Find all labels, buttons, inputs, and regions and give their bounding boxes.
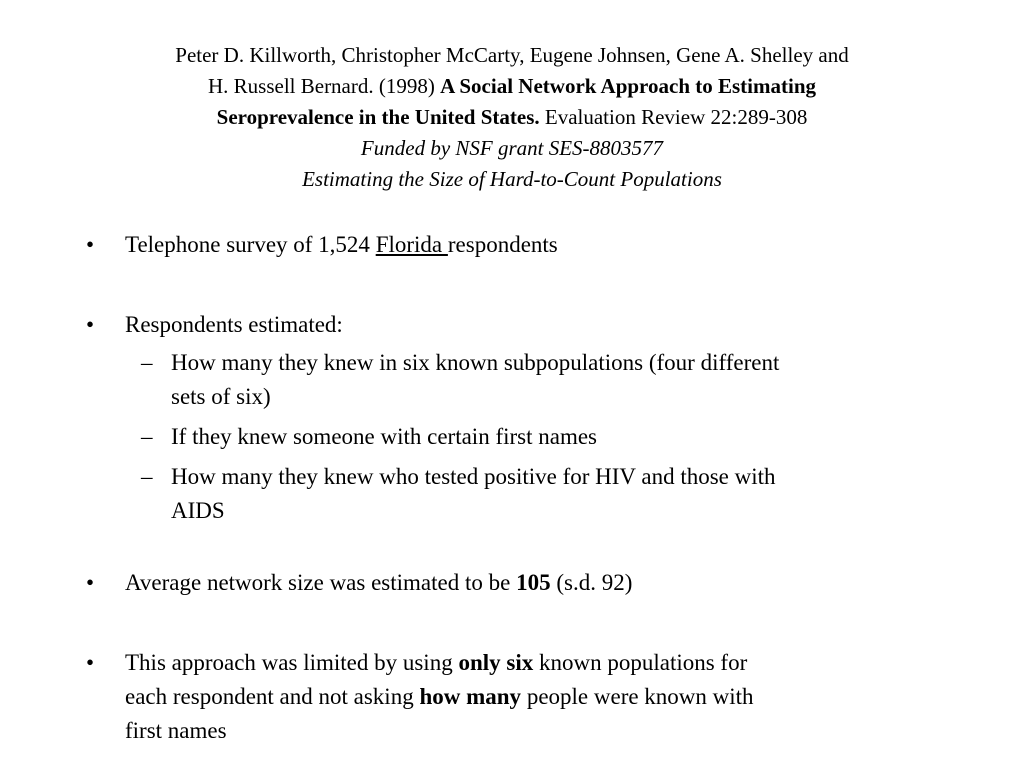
bullet-marker: • [86,570,95,595]
bullet-limitation-l2-end: people were known with [521,684,754,709]
emphasis-only-six: only six [458,650,534,675]
citation-line-2 [60,71,964,102]
citation-authors: Peter D. Killworth, Christopher McCarty, Eugene Johnsen, Gene A. Shelley and [175,43,849,67]
bullet-limitation-l3: first names [125,718,227,743]
florida-link[interactable]: Florida [375,232,448,257]
bullet-list [0,228,1024,748]
bullet-survey [0,228,1024,262]
bullet-estimated [0,308,1024,342]
bullet-marker: • [86,232,95,257]
sub-bullet-hiv-l2: AIDS [171,498,225,523]
sub-bullet-hiv [0,460,1024,528]
sub-bullet-dash: – [141,424,153,449]
sub-bullet-dash: – [141,350,153,375]
citation-authors-cont: H. Russell Bernard. (1998) [207,74,441,98]
sub-bullet-dash: – [141,464,153,489]
sub-bullet-subpopulations [0,346,1024,414]
sub-bullet-subpopulations-l2: sets of six) [171,384,271,409]
sub-bullet-hiv-l1: How many they knew who tested positive for HIV and those with [171,464,776,489]
bullet-estimated-text: Respondents estimated: [125,312,343,337]
bullet-survey-text: Telephone survey of 1,524 [125,232,376,257]
bullet-limitation-l1-end: known populations for [533,650,748,675]
emphasis-how-many: how many [419,684,522,709]
bullet-marker: • [86,650,95,675]
sub-bullet-first-names [0,420,1024,454]
citation-journal: Evaluation Review 22:289-308 [539,105,808,129]
citation-line-3 [60,102,964,133]
bullet-network-size-text: Average network size was estimated to be [125,570,517,595]
network-size-sd: (s.d. 92) [550,570,633,595]
bullet-limitation-l1: This approach was limited by using [125,650,459,675]
bullet-marker: • [86,312,95,337]
bullet-limitation-l2: each respondent and not asking [125,684,420,709]
citation-title-part2: Seroprevalence in the United States. [216,105,540,129]
citation-block [60,40,964,195]
bullet-network-size [0,566,1024,600]
network-size-value: 105 [516,570,551,595]
sub-bullet-first-names-text: If they knew someone with certain first names [171,424,598,449]
bullet-survey-text-end: respondents [447,232,558,257]
citation-series: Estimating the Size of Hard-to-Count Populations [302,167,722,191]
citation-title-part1: A Social Network Approach to Estimating [440,74,817,98]
citation-funding: Funded by NSF grant SES-8803577 [360,136,664,160]
bullet-limitation [0,646,1024,748]
sub-bullet-subpopulations-l1: How many they knew in six known subpopulations (four different [171,350,780,375]
